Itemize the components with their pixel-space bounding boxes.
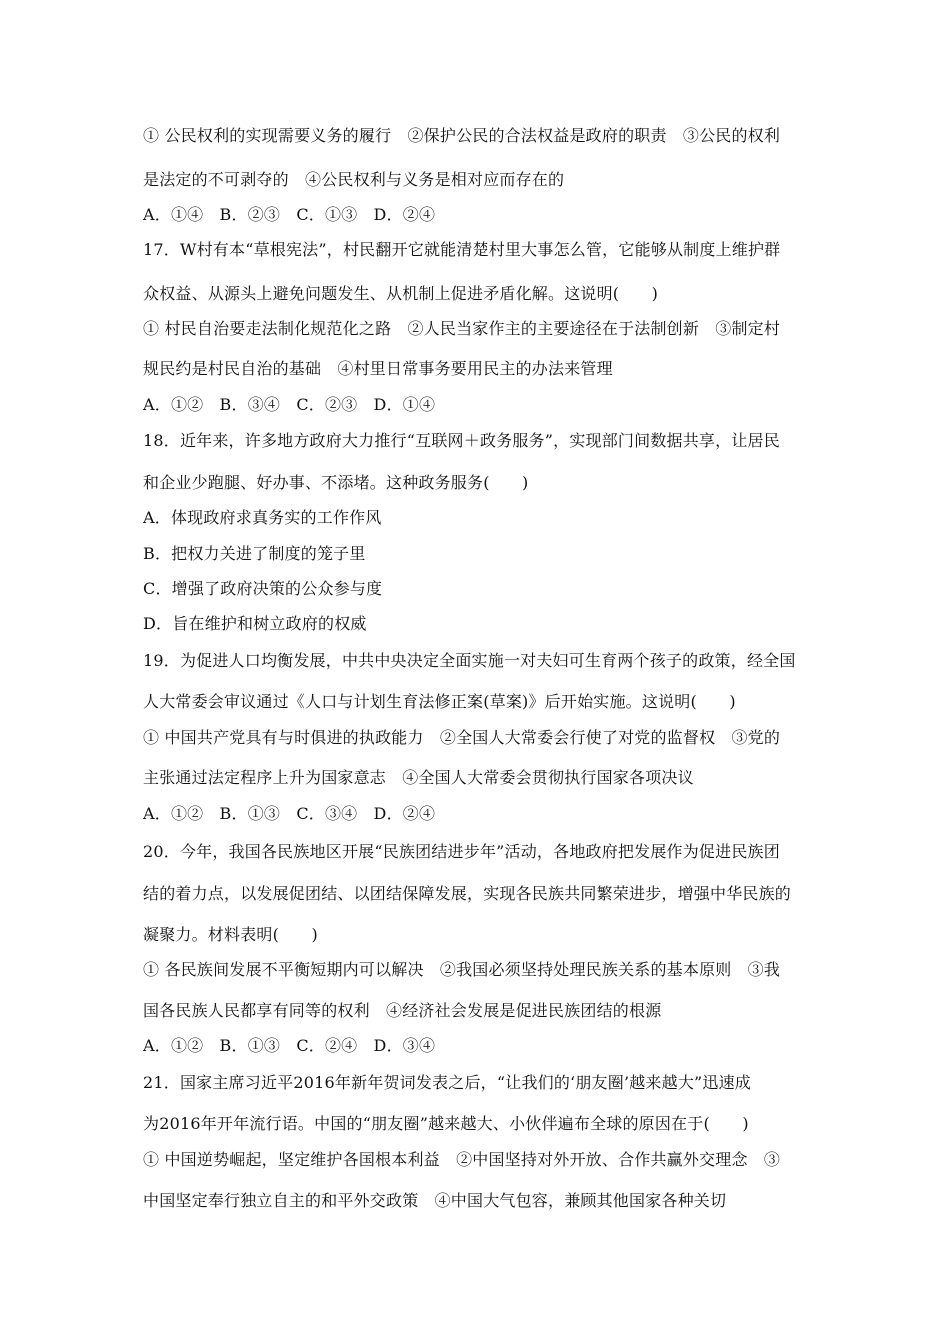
q20-options-line-2: 国各民族人民都享有同等的权利 ④经济社会发展是促进民族团结的根源 (143, 1001, 662, 1020)
q21-stem-line-2: 为2016年开年流行语。中国的“朋友圈”越来越大、小伙伴遍布全球的原因在于( ) (143, 1114, 749, 1133)
q17-choices: A．①② B．③④ C．②③ D．①④ (143, 395, 436, 414)
q20-stem-line-3: 凝聚力。材料表明( ) (143, 925, 318, 944)
q19-choices: A．①② B．①③ C．③④ D．②④ (143, 804, 436, 823)
q18-stem-line-2: 和企业少跑腿、好办事、不添堵。这种政务服务( ) (143, 473, 529, 492)
q18-choice-b: B．把权力关进了制度的笼子里 (143, 544, 366, 563)
q17-options-line-2: 规民约是村民自治的基础 ④村里日常事务要用民主的办法来管理 (143, 359, 613, 378)
q18-choice-a: A．体现政府求真务实的工作作风 (143, 508, 382, 527)
q16-options-line-2: 是法定的不可剥夺的 ④公民权利与义务是相对应而存在的 (143, 170, 565, 189)
q19-stem-line-2: 人大常委会审议通过《人口与计划生育法修正案(草案)》后开始实施。这说明( ) (143, 692, 736, 711)
q16-options-line-1: ① 公民权利的实现需要义务的履行 ②保护公民的合法权益是政府的职责 ③公民的权利 (143, 126, 781, 145)
q20-stem-line-1: 20．今年，我国各民族地区开展“民族团结进步年”活动，各地政府把发展作为促进民族团 (143, 842, 780, 861)
q21-stem-line-1: 21．国家主席习近平2016年新年贺词发表之后，“让我们的‘朋友圈’越来越大”迅速成 (143, 1073, 752, 1092)
q19-options-line-1: ① 中国共产党具有与时俱进的执政能力 ②全国人大常委会行使了对党的监督权 ③党的 (143, 728, 781, 747)
q20-options-line-1: ① 各民族间发展不平衡短期内可以解决 ②我国必须坚持处理民族关系的基本原则 ③我 (143, 960, 781, 979)
q18-choice-c: C．增强了政府决策的公众参与度 (143, 579, 383, 598)
q21-options-line-2: 中国坚定奉行独立自主的和平外交政策 ④中国大气包容，兼顾其他国家各种关切 (143, 1191, 727, 1210)
q18-choice-d: D．旨在维护和树立政府的权威 (143, 614, 367, 633)
q19-options-line-2: 主张通过法定程序上升为国家意志 ④全国人大常委会贯彻执行国家各项决议 (143, 768, 694, 787)
q18-stem-line-1: 18．近年来，许多地方政府大力推行“互联网＋政务服务”，实现部门间数据共享，让居民 (143, 431, 780, 450)
q17-options-line-1: ① 村民自治要走法制化规范化之路 ②人民当家作主的主要途径在于法制创新 ③制定村 (143, 319, 781, 338)
q17-stem-line-2: 众权益、从源头上避免问题发生、从机制上促进矛盾化解。这说明( ) (143, 284, 659, 303)
q20-stem-line-2: 结的着力点，以发展促团结、以团结保障发展，实现各民族共同繁荣进步，增强中华民族的 (143, 884, 792, 903)
q21-options-line-1: ① 中国逆势崛起，坚定维护各国根本利益 ②中国坚持对外开放、合作共赢外交理念 ③ (143, 1150, 781, 1169)
q17-stem-line-1: 17．W村有本“草根宪法”，村民翻开它就能清楚村里大事怎么管，它能够从制度上维护群 (143, 240, 781, 259)
q20-choices: A．①② B．①③ C．②④ D．③④ (143, 1036, 436, 1055)
q19-stem-line-1: 19．为促进人口均衡发展，中共中央决定全面实施一对夫妇可生育两个孩子的政策，经全国 (143, 651, 796, 670)
q16-choices: A．①④ B．②③ C．①③ D．②④ (143, 205, 436, 224)
